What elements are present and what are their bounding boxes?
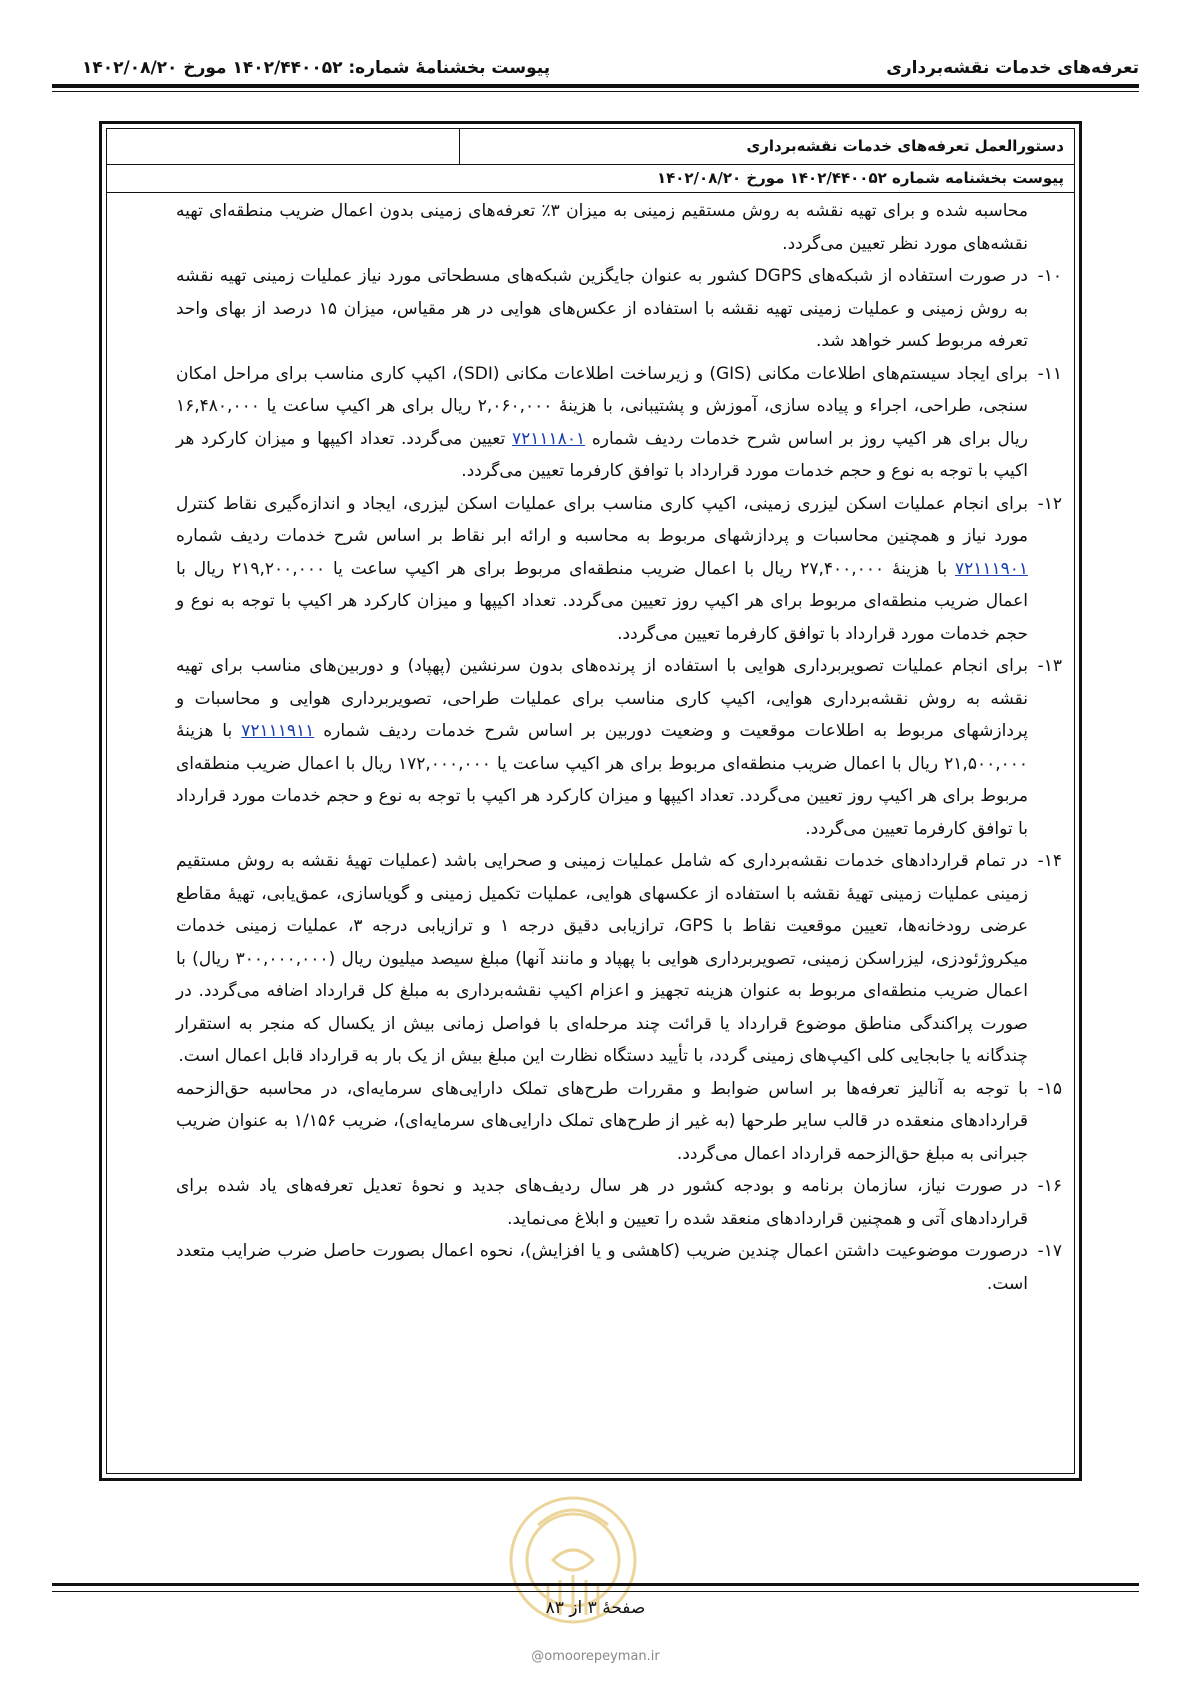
- content-frame-inner: [106, 128, 1075, 1474]
- paragraph-10: [176, 260, 1062, 358]
- footer-rule-thin: [52, 1591, 1139, 1592]
- paragraph-13: [176, 650, 1062, 845]
- page-header: [52, 52, 1139, 82]
- paragraph-text: محاسبه شده و برای تهیه نقشه به روش مستقیم زمینی به میزان ۳٪ تعرفه‌های زمینی بدون اعمال ضریب منطقه‌ای تهیه نقشه‌های مورد نظر تعیین می‌گردد.: [176, 201, 1028, 254]
- paragraph-16: [176, 1170, 1062, 1235]
- paragraph-12: [176, 488, 1062, 651]
- paragraph-number: ۱۲-: [1037, 493, 1062, 514]
- paragraph-14: [176, 845, 1062, 1073]
- paragraph-text: با توجه به آنالیز تعرفه‌ها بر اساس ضوابط و مقررات طرح‌های تملک دارایی‌های سرمایه‌ای، در محاسبه حق‌الزحمه قراردادهای منعقده در قالب سایر طرحها (به غیر از طرح‌های تملک دارایی‌های سرمایه‌ای)، ضریب ۱/۱۵۶ به عنوان ضریب جبرانی به مبلغ حق‌الزحمه قرارداد اعمال می‌گردد.: [176, 1078, 1028, 1164]
- watermark-seal-icon: [498, 1485, 648, 1645]
- watermark-site: @omoorepeyman.ir: [531, 1649, 660, 1664]
- paragraph-number: ۱۷-: [1037, 1241, 1062, 1261]
- paragraph-list: [176, 195, 1062, 1300]
- paragraph-text: برای انجام عملیات تصویربرداری هوایی با استفاده از پرنده‌های بدون سرنشین (پهپاد) و دوربین‌های مناسب برای تهیه نقشه به روش نقشه‌برداری هوایی، اکیپ کاری مناسب برای عملیات طراحی، تصویربرداری هوایی و محاسبات و پردازشهای مربوط به اطلاعات موقعیت و وضعیت دوربین بر اساس شرح خدمات ردیف شماره: [176, 656, 1028, 741]
- header-rule-thin: [52, 91, 1139, 92]
- paragraph-number: ۱۵-: [1037, 1078, 1062, 1099]
- paragraph-text: در صورت نیاز، سازمان برنامه و بودجه کشور در هر سال ردیف‌های جدید و نحوهٔ تعدیل تعرفه‌های یاد شده برای قراردادهای آتی و همچنین قراردادهای منعقد شده را تعیین و ابلاغ می‌نماید.: [176, 1176, 1028, 1229]
- paragraph-number: ۱۴-: [1037, 851, 1062, 871]
- box-title-row: [107, 129, 1074, 165]
- attachment-reference: پیوست بخشنامهٔ شماره: ۱۴۰۲/۴۴۰۰۵۲ مورخ ۱۴۰۲/۰۸/۲۰: [82, 58, 551, 78]
- box-title: دستورالعمل تعرفه‌های خدمات نقشه‌برداری: [746, 137, 1064, 155]
- paragraph-text: درصورت موضوعیت داشتن اعمال چندین ضریب (کاهشی و یا افزایش)، نحوه اعمال بصورت حاصل ضرب ضرایب متعدد است.: [176, 1241, 1028, 1294]
- paragraph-text: در تمام قراردادهای خدمات نقشه‌برداری که شامل عملیات زمینی و صحرایی باشد (عملیات تهیهٔ نقشه به روش مستقیم زمینی عملیات زمینی تهیهٔ نقشه با استفاده از عکسهای هوایی، عملیات تکمیل زمینی و گویاسازی، عمق‌یابی، تهیهٔ مقاطع عرضی رودخانه‌ها، تعیین موقعیت نقاط با GPS، ترازیابی دقیق درجه ۱ و ترازیابی درجه ۳، عملیات زمینی خدمات میکروژئودزی، لیزراسکن زمینی، تصویربرداری هوایی با پهپاد و مانند آنها) مبلغ سیصد میلیون ریال (۳۰۰,۰۰۰,۰۰۰ ریال) با اعمال ضریب منطقه‌ای مربوط به عنوان هزینه تجهیز و اعزام اکیپ نقشه‌برداری به مبلغ کل قرارداد اضافه می‌گردد. در صورت پراکندگی مناطق موضوع قرارداد یا قرائت چند مرحله‌ای با فواصل زمانی بیش از یکسال که منجر به استقرار چندگانه یا جابجایی کلی اکیپ‌های زمینی گردد، با تأیید دستگاه نظارت این مبلغ بیش از یک بار به قرارداد قابل اعمال است.: [176, 851, 1028, 1066]
- paragraph-text: برای ایجاد سیستم‌های اطلاعات مکانی (GIS) و زیرساخت اطلاعات مکانی (SDI)، اکیپ کاری مناسب برای مراحل امکان سنجی، طراحی، اجراء و پیاده سازی، آموزش و پشتیبانی، با هزینهٔ ۲,۰۶۰,۰۰۰ ریال برای هر اکیپ ساعت یا ۱۶,۴۸۰,۰۰۰ ریال برای هر اکیپ روز بر اساس شرح خدمات ردیف شماره: [176, 363, 1029, 449]
- paragraph-number: ۱۳-: [1037, 656, 1062, 676]
- paragraph-number: ۱۶-: [1037, 1176, 1062, 1196]
- paragraph-continued: [176, 195, 1062, 260]
- paragraph-11: [176, 358, 1062, 488]
- document-title: تعرفه‌های خدمات نقشه‌برداری: [886, 58, 1139, 78]
- box-subtitle-row: [107, 164, 1074, 193]
- service-code-link[interactable]: ۷۲۱۱۱۹۱۱: [241, 721, 315, 741]
- header-rule-thick: [52, 84, 1139, 88]
- paragraph-text: با هزینهٔ ۲۷,۴۰۰,۰۰۰ ریال با اعمال ضریب منطقه‌ای مربوط برای هر اکیپ ساعت یا ۲۱۹,۲۰۰,۰۰۰ ریال با اعمال ضریب منطقه‌ای مربوط برای هر اکیپ روز تعیین می‌گردد. تعداد اکیپها و میزان کارکرد هر اکیپ با توجه به نوع و حجم خدمات مورد قرارداد با توافق کارفرما تعیین می‌گردد.: [176, 558, 1028, 644]
- box-title-cell: [459, 129, 1074, 164]
- box-subtitle: پیوست بخشنامه شماره ۱۴۰۲/۴۴۰۰۵۲ مورخ ۱۴۰۲/۰۸/۲۰: [656, 169, 1064, 187]
- service-code-link[interactable]: ۷۲۱۱۱۹۰۱: [954, 558, 1028, 579]
- paragraph-number: ۱۰-: [1037, 266, 1062, 286]
- content-frame: [99, 121, 1082, 1481]
- paragraph-number: ۱۱-: [1037, 363, 1062, 384]
- paragraph-text: در صورت استفاده از شبکه‌های DGPS کشور به عنوان جایگزین شبکه‌های مسطحاتی مورد نیاز عملیات زمینی تهیه نقشه به روش زمینی و عملیات زمینی تهیه نقشه با استفاده از عکس‌های هوایی در هر مقیاس، میزان ۱۵ درصد از بهای واحد تعرفه مربوط کسر خواهد شد.: [176, 266, 1029, 351]
- paragraph-text: با هزینهٔ ۲۱,۵۰۰,۰۰۰ ریال با اعمال ضریب منطقه‌ای مربوط برای هر اکیپ ساعت یا ۱۷۲,۰۰۰,۰۰۰ ریال با اعمال ضریب منطقه‌ای مربوط برای هر اکیپ روز تعیین می‌گردد. تعداد اکیپها و میزان کارکرد هر اکیپ با توجه به نوع و حجم خدمات مورد قرارداد با توافق کارفرما تعیین می‌گردد.: [176, 721, 1029, 839]
- paragraph-17: [176, 1235, 1062, 1300]
- footer-rule-thick: [52, 1583, 1139, 1586]
- paragraph-15: [176, 1073, 1062, 1171]
- paragraph-text: تعیین می‌گردد. تعداد اکیپها و میزان کارکرد هر اکیپ با توجه به نوع و حجم خدمات مورد قرارداد با توافق کارفرما تعیین می‌گردد.: [176, 428, 1028, 481]
- paragraph-text: برای انجام عملیات اسکن لیزری زمینی، اکیپ کاری مناسب برای عملیات اسکن لیزری، ایجاد و اندازه‌گیری نقاط کنترل مورد نیاز و همچنین محاسبات و پردازشهای مربوط به محاسبه و ارائه ابر نقاط بر اساس شرح خدمات ردیف شماره: [176, 493, 1028, 546]
- service-code-link[interactable]: ۷۲۱۱۱۸۰۱: [512, 428, 586, 449]
- page-number: صفحهٔ ۳ از ۸۳: [545, 1598, 646, 1618]
